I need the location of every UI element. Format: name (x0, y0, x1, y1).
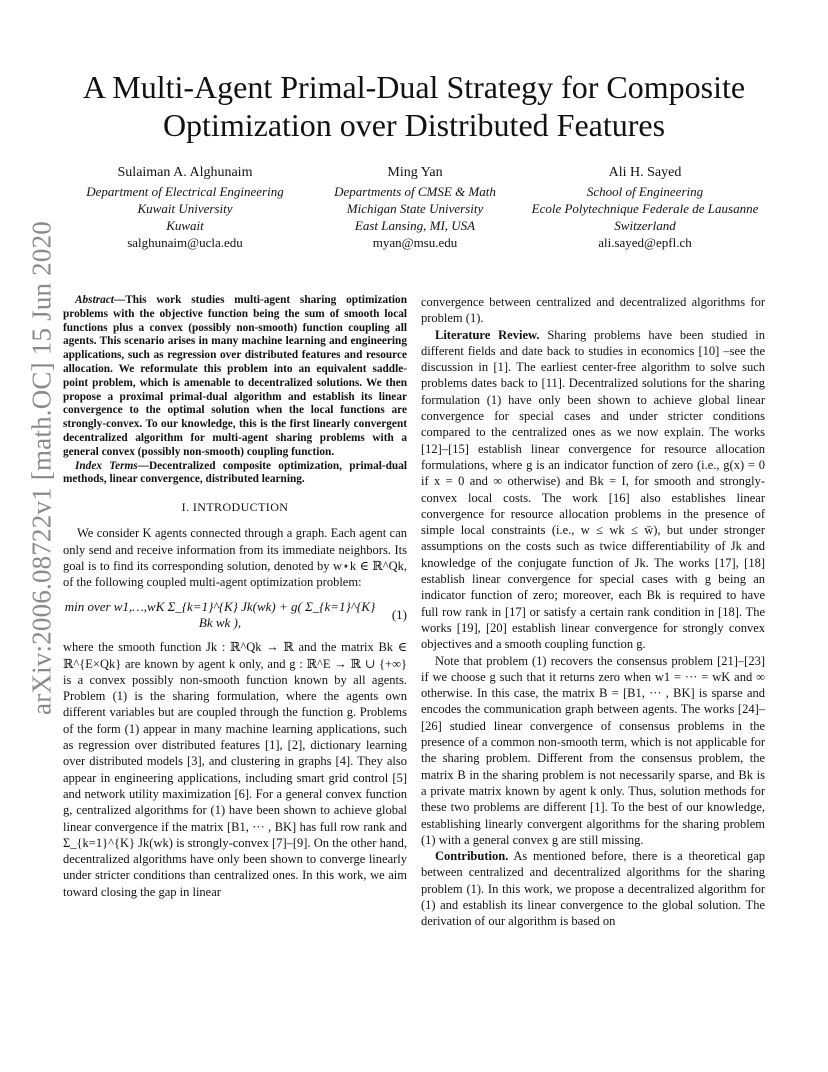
abstract-text: —This work studies multi-agent sharing optimization problems with the objective function being the sum of smooth local functions plus a convex (possibly non-smooth) function coupling all agents. This scenario arises in many machine learning and engineering applications, such as regression over distributed features and resource allocation. We reformulate this problem into an equivalent saddle-point problem, which is amenable to decentralized solutions. We then propose a proximal primal-dual algorithm and establish its linear convergence to the optimal solution when the local functions are strongly-convex. To our knowledge, this is the first linearly convergent decentralized algorithm for multi-agent sharing problems with a general convex (possibly non-smooth) coupling function. (63, 294, 407, 458)
intro-paragraph-1: We consider K agents connected through a graph. Each agent can only send and receive information from its immediate neighbors. Its goal is to find its corresponding solution, denoted by w⋆k ∈ ℝ^Qk, of the following coupled multi-agent optimization problem: (63, 526, 407, 590)
author-name: Sulaiman A. Alghunaim (117, 165, 253, 180)
literature-review-text: Sharing problems have been studied in different fields and date back to studies in economics [10] –see the discussion in [1]. The earliest center-free algorithm to solve such problems dates back to [11]. Decentralized solutions for the sharing formulation (1) have only been shown to achieve global linear convergence for special cases and under stricter conditions compared to the centralized ones as we now explain. The works [12]–[15] establish linear convergence for resource allocation formulations, where g is an indicator function of zero (i.e., g(x) = 0 if x = 0 and ∞ otherwise) and Bk = I, for smooth and strongly-convex local costs. The work [16] also establishes linear convergence for resource allocation problems in the presence of simple local constraints (i.e., w ≤ wk ≤ w̄), but under stronger assumptions on the costs such as twice differentiability of Jk and knowledge of the conjugate function of Jk. The works [17], [18] establish linear convergence for special cases with g being an indicator function of zero; moreover, each Bk is required to have full row rank in [17] or satisfy a certain rank condition in [18]. The works [19], [20] establish linear convergence for strongly convex objectives and a smooth coupling function g. (421, 327, 765, 652)
paper-title (0, 68, 828, 144)
contribution-lead: Contribution. (435, 849, 509, 864)
section-heading: I. INTRODUCTION (181, 500, 289, 515)
right-column (421, 294, 765, 930)
title-line-2: Optimization over Distributed Features (162, 107, 666, 143)
arxiv-sidebar (22, 221, 62, 715)
literature-review-paragraph (421, 327, 765, 653)
index-terms (63, 460, 407, 488)
right-paragraph-0: convergence between centralized and decentralized algorithms for problem (1). (421, 295, 765, 326)
arxiv-identifier: arXiv:2006.08722v1 [math.OC] 15 Jun 2020 (26, 221, 57, 715)
equation-1 (63, 599, 407, 632)
abstract (63, 294, 407, 460)
consensus-paragraph: Note that problem (1) recovers the consensus problem [21]–[23] if we choose g such that it returns zero when w1 = ··· = wK and ∞ otherwise. In this case, the matrix B = [B1, ··· , BK] is sparse and encodes the communication graph between agents. The works [24]–[26] studied linear convergence of consensus problems in the presence of a common non-smooth term, which is not applicable for the sharing problem. Different from the consensus problem, the matrix B in the sharing problem is not necessarily sparse, and Bk is a private matrix known by agent k only. Thus, solution methods for these two problems are different [1]. To the best of our knowledge, establishing linearly convergent algorithms for the sharing problem (1) with a general convex g are still missing. (421, 653, 765, 847)
author-3 (530, 164, 760, 251)
left-column (63, 294, 407, 900)
author-1 (70, 164, 300, 251)
author-place: East Lansing, MI, USA (354, 218, 476, 233)
author-org: Ecole Polytechnique Federale de Lausanne (531, 201, 759, 216)
author-2 (300, 164, 530, 251)
author-name: Ali H. Sayed (608, 165, 682, 180)
author-name: Ming Yan (387, 165, 443, 180)
author-place: Kuwait (166, 218, 204, 233)
index-terms-label: Index Terms (75, 459, 138, 472)
author-dept: Department of Electrical Engineering (86, 184, 284, 199)
author-block (70, 164, 760, 251)
contribution-text: As mentioned before, there is a theoretical gap between centralized and decentralized algorithms for the sharing problem (1). In this work, we propose a decentralized algorithm for (1) and establish its linear convergence to the global solution. The derivation of our algorithm is based on (421, 849, 765, 929)
author-org: Kuwait University (137, 201, 233, 216)
author-place: Switzerland (614, 218, 676, 233)
author-email: myan@msu.edu (372, 235, 458, 250)
intro-paragraph-2: where the smooth function Jk : ℝ^Qk → ℝ and the matrix Bk ∈ ℝ^{E×Qk} are known by agent k only, and g : ℝ^E → ℝ ∪ {+∞} is a convex possibly non-smooth function known by all agents. Problem (1) is the sharing formulation, where the agents own different variables but are coupled through the function g. Problems of the form (1) appear in many machine learning applications, such as regression over distributed features [1], [2], dictionary learning over distributed models [3], and clustering in graphs [4]. They also appear in engineering applications, including smart grid control [5] and network utility maximization [6]. For a general convex function g, centralized algorithms for (1) have been shown to achieve global linear convergence if the matrix [B1, ··· , BK] has full row rank and Σ_{k=1}^{K} Jk(wk) is strongly-convex [7]–[9]. On the other hand, decentralized algorithms have only been shown to converge linearly under stricter conditions than centralized ones. In this work, we aim toward closing the gap in linear (63, 640, 407, 899)
title-line-1: A Multi-Agent Primal-Dual Strategy for Composite (82, 69, 746, 105)
author-email: salghunaim@ucla.edu (127, 235, 243, 250)
author-dept: School of Engineering (586, 184, 704, 199)
author-email: ali.sayed@epfl.ch (598, 235, 692, 250)
index-terms-text: —Decentralized composite optimization, primal-dual methods, linear convergence, distributed learning. (63, 459, 407, 486)
contribution-paragraph (421, 848, 765, 929)
equation-number: (1) (391, 606, 407, 622)
equation-body: min over w1,…,wK Σ_{k=1}^{K} Jk(wk) + g( Σ_{k=1}^{K} Bk wk ), (64, 598, 376, 630)
author-dept: Departments of CMSE & Math (334, 184, 496, 199)
literature-review-lead: Literature Review. (435, 327, 540, 342)
author-org: Michigan State University (346, 201, 484, 216)
abstract-label: Abstract (75, 294, 114, 306)
